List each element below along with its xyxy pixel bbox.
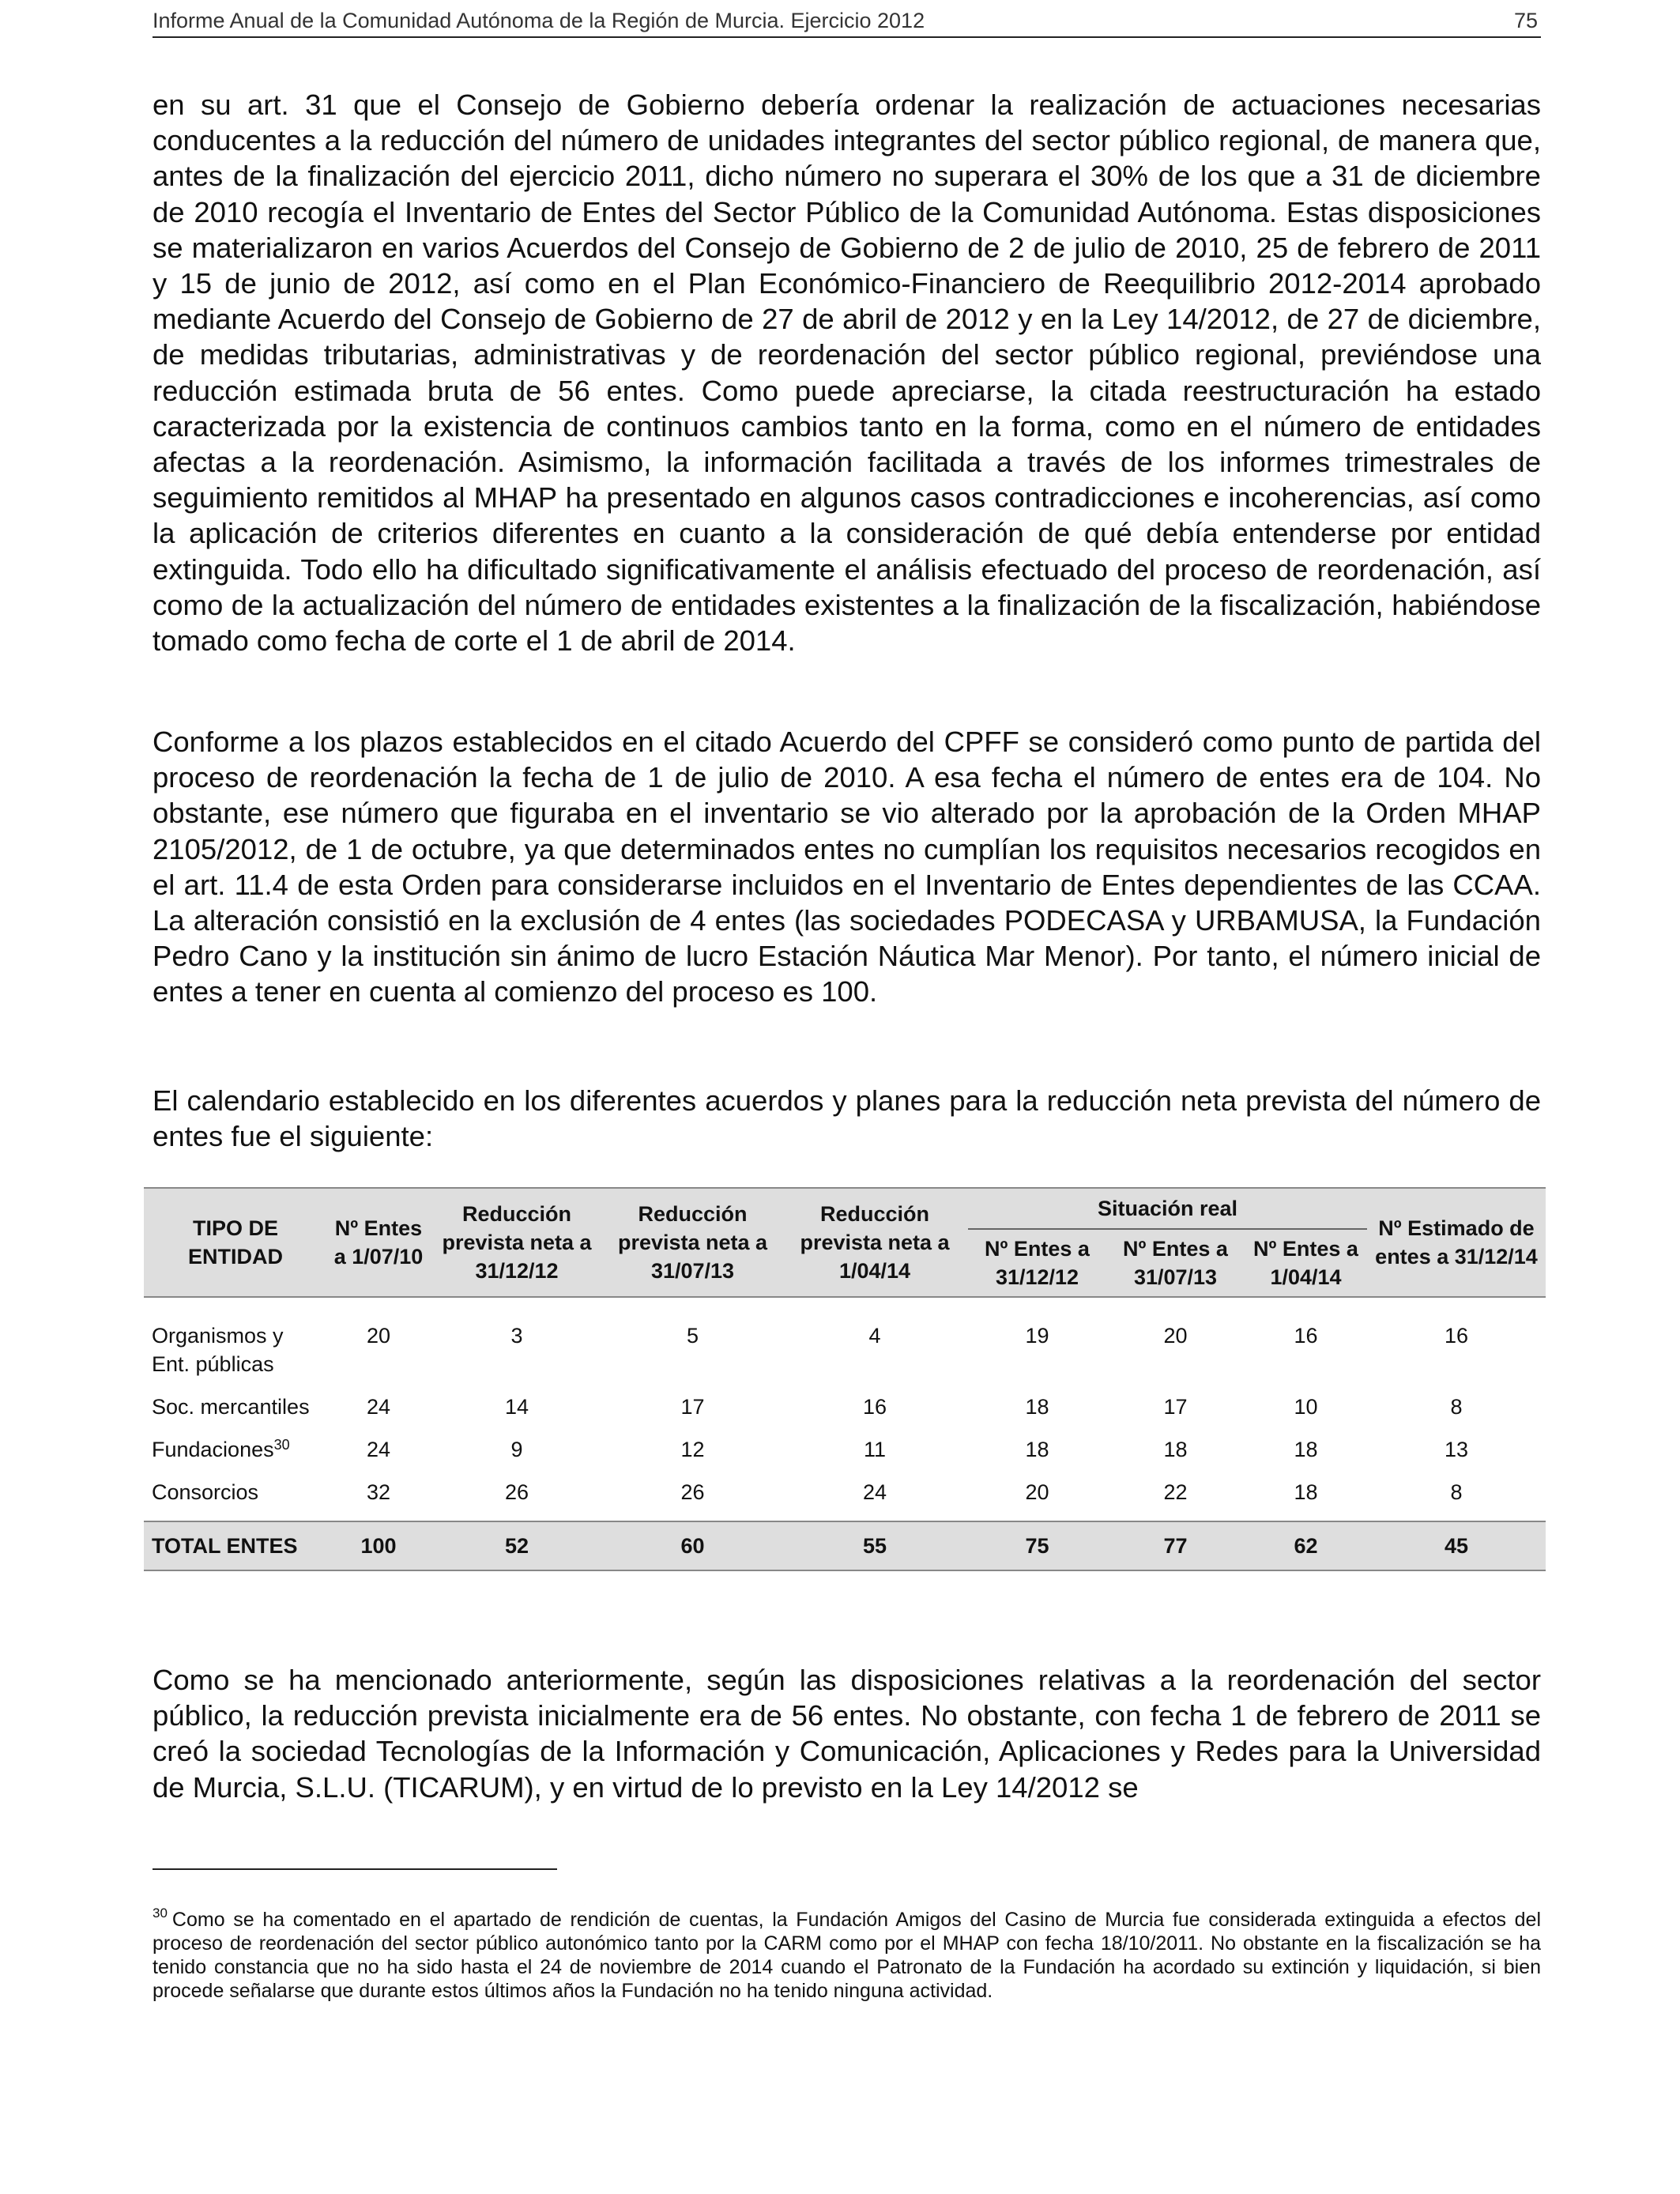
table-cell: 18	[1025, 1395, 1049, 1419]
table-cell: 16	[1444, 1324, 1469, 1348]
table-cell: 18	[1025, 1438, 1049, 1461]
table-cell: 18	[1163, 1438, 1188, 1461]
paragraph-2: Conforme a los plazos establecidos en el citado Acuerdo del CPFF se consideró como punto de partida del proceso de reordenación la fecha de 1 de julio de 2010. A esa fecha el número de entes era de 104. No obstante, ese número que figuraba en el inventario se vio alterado por la aprobación de la Orden MHAP 2105/2012, de 1 de octubre, ya que determinados entes no cumplían los requisitos necesarios recogidos en el art. 11.4 de esta Orden para considerarse incluidos en el Inventario de Entes dependientes de las CCAA. La alteración consistió en la exclusión de 4 entes (las sociedades PODECASA y URBAMUSA, la Fundación Pedro Cano y la institución sin ánimo de lucro Estación Náutica Mar Menor). Por tanto, el número inicial de entes a tener en cuenta al comienzo del proceso es 100.	[153, 726, 1541, 1008]
table-row	[144, 1378, 1546, 1421]
paragraph-1: en su art. 31 que el Consejo de Gobierno debería ordenar la realización de actuaciones necesarias conducentes a la reducción del número de unidades integrantes del sector público regional, de manera que, antes de la finalización del ejercicio 2011, dicho número no superara el 30% de los que a 31 de diciembre de 2010 recogía el Inventario de Entes del Sector Público de la Comunidad Autónoma. Estas disposiciones se materializaron en varios Acuerdos del Consejo de Gobierno de 2 de julio de 2010, 25 de febrero de 2011 y 15 de junio de 2012, así como en el Plan Económico-Financiero de Reequilibrio 2012-2014 aprobado mediante Acuerdo del Consejo de Gobierno de 27 de abril de 2012 y en la Ley 14/2012, de 27 de diciembre, de medidas tributarias, administrativas y de reordenación del sector público regional, previéndose una reducción estimada bruta de 56 entes. Como puede apreciarse, la citada reestructuración ha estado caracterizada por la existencia de continuos cambios tanto en la forma, como en el número de entidades afectas a la reordenación. Asimismo, la información facilitada a través de los informes trimestrales de seguimiento remitidos al MHAP ha presentado en algunos casos contradicciones e incoherencias, así como la aplicación de criterios diferentes en cuanto a la consideración de qué debía entenderse por entidad extinguida. Todo ello ha dificultado significativamente el análisis efectuado del proceso de reordenación, así como de la actualización del número de entidades existentes a la finalización de la fiscalización, habiéndose tomado como fecha de corte el 1 de abril de 2014.	[153, 89, 1541, 658]
header-entes-2010: Nº Entes a 1/07/10	[327, 1188, 430, 1297]
paragraph-4: Como se ha mencionado anteriormente, según las disposiciones relativas a la reordenación del sector público, la reducción prevista inicialmente era de 56 entes. No obstante, con fecha 1 de febrero de 2011 se creó la sociedad Tecnologías de la Información y Comunicación, Aplicaciones y Redes para la Universidad de Murcia, S.L.U. (TICARUM), y en virtud de lo previsto en la Ley 14/2012 se	[153, 1664, 1541, 1804]
table-row	[144, 1421, 1546, 1464]
row-label: Fundaciones	[152, 1438, 274, 1461]
table-cell: 5	[686, 1324, 699, 1348]
table-cell: 16	[1294, 1324, 1318, 1348]
footnote-divider	[153, 1868, 557, 1870]
row-label: Soc. mercantiles	[152, 1395, 310, 1419]
table-cell: 9	[510, 1438, 523, 1461]
table-cell: 8	[1450, 1480, 1463, 1504]
page-number: 75	[1513, 9, 1538, 32]
row-label: Organismos y Ent. públicas	[152, 1324, 284, 1376]
header-real-2013: Nº Entes a 31/07/13	[1106, 1229, 1245, 1297]
table-cell: 24	[366, 1438, 391, 1461]
table-cell: 32	[366, 1480, 391, 1504]
table-row	[144, 1297, 1546, 1378]
header-reduccion-2012: Reducción prevista neta a 31/12/12	[430, 1188, 604, 1297]
header-tipo-entidad: TIPO DE ENTIDAD	[144, 1188, 327, 1297]
table-cell: 20	[1025, 1480, 1049, 1504]
table-cell: 24	[366, 1395, 391, 1419]
table-cell: 22	[1163, 1480, 1188, 1504]
total-cell: 60	[604, 1521, 782, 1570]
footnote-ref[interactable]: 30	[273, 1437, 290, 1453]
table-cell: 17	[1163, 1395, 1188, 1419]
table-cell: 11	[863, 1438, 887, 1461]
footnote-text: Como se ha comentado en el apartado de rendición de cuentas, la Fundación Amigos del Casino de Murcia fue considerada extinguida a efectos del proceso de reordenación del sector público autonómico tanto por la CARM como por el MHAP con fecha 18/10/2011. No obstante en la fiscalización se ha tenido constancia que no ha sido hasta el 24 de noviembre de 2014 cuando el Patronato de la Fundación ha acordado su extinción y liquidación, si bien procede señalarse que durante estos últimos años la Fundación no ha tenido ninguna actividad.	[153, 1909, 1541, 2002]
table-cell: 3	[510, 1324, 523, 1348]
table-cell: 10	[1294, 1395, 1318, 1419]
entities-table	[144, 1187, 1546, 1571]
total-cell: 77	[1106, 1521, 1245, 1570]
spacer-row	[144, 1506, 1546, 1521]
total-cell: 62	[1245, 1521, 1367, 1570]
header-situacion-real: Situación real	[968, 1188, 1367, 1229]
table-cell: 14	[504, 1395, 529, 1419]
header-reduccion-2013: Reducción prevista neta a 31/07/13	[604, 1188, 782, 1297]
table-cell: 13	[1444, 1438, 1469, 1461]
table-cell: 12	[680, 1438, 705, 1461]
spacer-cell	[144, 1506, 1546, 1521]
table-cell: 19	[1025, 1324, 1049, 1348]
table-cell: 4	[868, 1324, 881, 1348]
table-cell: 20	[1163, 1324, 1188, 1348]
footnote-number: 30	[153, 1906, 168, 1921]
table-cell: 20	[366, 1324, 391, 1348]
row-label-with-footnote	[144, 1421, 327, 1464]
footnote	[153, 1908, 1541, 2003]
total-cell: 45	[1367, 1521, 1546, 1570]
paragraph-3: El calendario establecido en los diferentes acuerdos y planes para la reducción neta prevista del número de entes fue el siguiente:	[153, 1084, 1541, 1153]
table-cell: 24	[862, 1480, 887, 1504]
table-row	[144, 1464, 1546, 1506]
total-cell: 55	[782, 1521, 968, 1570]
header-real-2014: Nº Entes a 1/04/14	[1245, 1229, 1367, 1297]
table-cell: 18	[1294, 1438, 1318, 1461]
total-label: TOTAL ENTES	[144, 1521, 327, 1570]
table-cell: 8	[1450, 1395, 1463, 1419]
table-cell: 16	[862, 1395, 887, 1419]
total-cell: 100	[327, 1521, 430, 1570]
document-title: Informe Anual de la Comunidad Autónoma de la Región de Murcia. Ejercicio 2012	[153, 9, 925, 32]
header-estimado: Nº Estimado de entes a 31/12/14	[1367, 1188, 1546, 1297]
total-cell: 52	[430, 1521, 604, 1570]
header-real-2012: Nº Entes a 31/12/12	[968, 1229, 1106, 1297]
row-label: Consorcios	[152, 1480, 259, 1504]
table-cell: 17	[680, 1395, 705, 1419]
table-cell: 26	[680, 1480, 705, 1504]
table-cell: 26	[504, 1480, 529, 1504]
total-row	[144, 1521, 1546, 1570]
header-reduccion-2014: Reducción prevista neta a 1/04/14	[782, 1188, 968, 1297]
page-header	[153, 5, 1541, 38]
total-cell: 75	[968, 1521, 1106, 1570]
table-cell: 18	[1294, 1480, 1318, 1504]
